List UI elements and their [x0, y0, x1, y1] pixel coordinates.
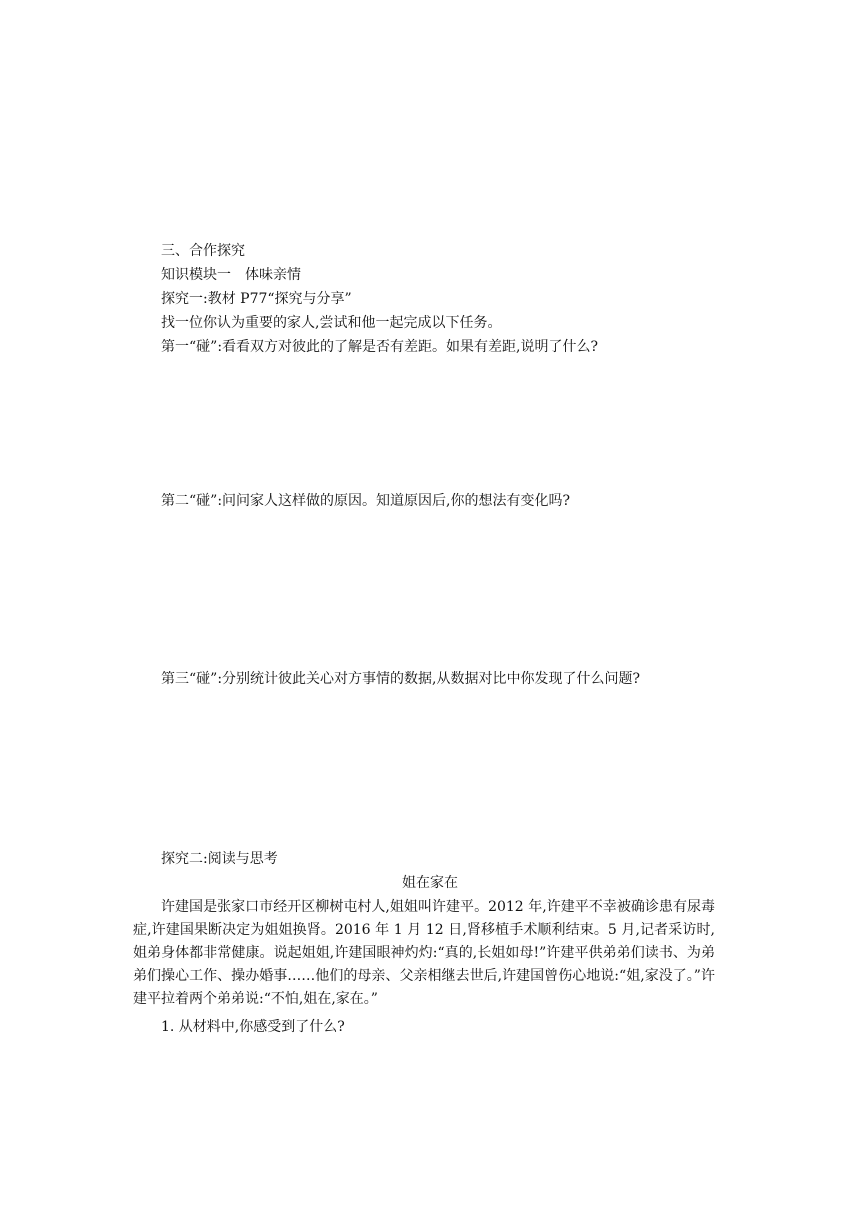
- article-title: 姐在家在: [402, 875, 458, 891]
- task2-prompt: 第二“碰”:问问家人这样做的原因。知道原因后,你的想法有变化吗?: [161, 493, 570, 509]
- question-1: 1. 从材料中,你感受到了什么?: [161, 1019, 345, 1035]
- inquiry2-title: 探究二:阅读与思考: [161, 851, 278, 867]
- module-title: 知识模块一 体味亲情: [161, 267, 301, 283]
- task1-prompt: 第一“碰”:看看双方对彼此的了解是否有差距。如果有差距,说明了什么?: [161, 339, 598, 355]
- article-body: 许建国是张家口市经开区柳树屯村人,姐姐叫许建平。2012 年,许建平不幸被确诊患有尿毒症,许建国果断决定为姐姐换肾。2016 年 1 月 12 日,肾移植手术顺利结束。5 月,记者采访时,姐弟身体都非常健康。说起姐姐,许建国眼神灼灼:“真的,长姐如母!”许建平供弟弟们读书、为弟弟们操心工作、操办婚事……他们的母亲、父亲相继去世后,许建国曾伤心地说:“姐,家没了。”许建平拉着两个弟弟说:“不怕,姐在,家在。”: [133, 899, 715, 1007]
- section-heading: 三、合作探究: [161, 243, 245, 259]
- inquiry1-instruction: 找一位你认为重要的家人,尝试和他一起完成以下任务。: [161, 315, 502, 331]
- task3-prompt: 第三“碰”:分别统计彼此关心对方事情的数据,从数据对比中你发现了什么问题?: [161, 671, 640, 687]
- inquiry1-title: 探究一:教材 P77“探究与分享”: [161, 291, 352, 307]
